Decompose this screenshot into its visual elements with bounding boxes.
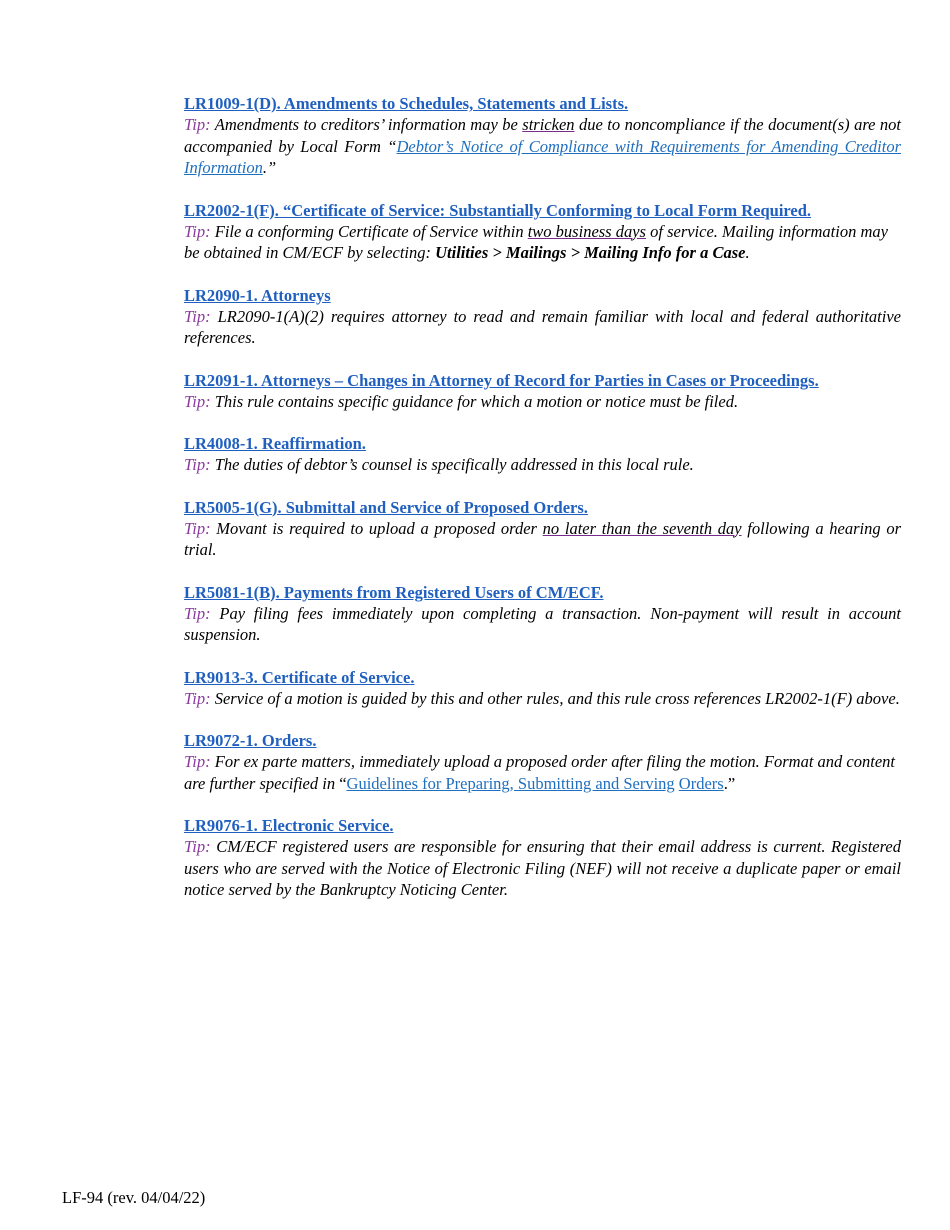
rule-title-link[interactable]: LR2002-1(F). “Certificate of Service: Substantially Conforming to Local Form Required.	[184, 200, 812, 220]
tip-label: Tip:	[184, 603, 211, 623]
tip-label: Tip:	[184, 752, 211, 771]
rule-lr5081	[184, 582, 901, 646]
tip-text: Tip: LR2090-1(A)(2) requires attorney to read and remain familiar with local and federal authoritative references.	[184, 306, 901, 347]
tip-text: Tip: Pay filing fees immediately upon completing a transaction. Non-payment will result in account suspension.	[184, 603, 901, 644]
rule-lr9013	[184, 667, 901, 710]
rule-title-link[interactable]: LR9013-3. Certificate of Service.	[184, 667, 415, 687]
form-link[interactable]: Debtor’s Notice of Compliance with Requirements for Amending Creditor Information	[184, 136, 901, 177]
rule-title-link[interactable]: LR1009-1(D). Amendments to Schedules, Statements and Lists.	[184, 94, 629, 113]
emphasis-underline: no later than the seventh day	[542, 518, 742, 538]
rule-lr5005	[184, 497, 901, 561]
rule-title-link[interactable]: LR2091-1. Attorneys – Changes in Attorney of Record for Parties in Cases or Proceedings.	[184, 370, 819, 390]
tip-text: Tip: Service of a motion is guided by this and other rules, and this rule cross references LR2002-1(F) above.	[184, 688, 900, 708]
rule-lr9072	[184, 730, 901, 794]
rule-lr2002	[184, 200, 901, 264]
rule-lr2090	[184, 285, 901, 349]
tip-label: Tip:	[184, 115, 211, 134]
rule-lr4008	[184, 433, 901, 476]
rule-lr1009	[184, 93, 901, 179]
tip-label: Tip:	[184, 306, 211, 326]
emphasis-underline: stricken	[522, 115, 575, 134]
rule-title-link[interactable]: LR9072-1. Orders.	[184, 731, 317, 750]
tip-text: Tip: For ex parte matters, immediately upload a proposed order after filing the motion. Format and content are further specified in “Guidelines for Preparing, Submitting and Serving Orders.”	[184, 752, 895, 793]
rule-title-link[interactable]: LR5081-1(B). Payments from Registered Users of CM/ECF.	[184, 582, 604, 602]
tip-label: Tip:	[184, 391, 211, 411]
rule-title-link[interactable]: LR5005-1(G). Submittal and Service of Proposed Orders.	[184, 497, 588, 517]
tip-label: Tip:	[184, 221, 211, 241]
rule-title-link[interactable]: LR9076-1. Electronic Service.	[184, 816, 394, 835]
emphasis-underline: two business days	[527, 221, 646, 241]
menu-path: Utilities > Mailings > Mailing Info for a Case	[435, 243, 746, 262]
tip-text: Tip: The duties of debtor’s counsel is specifically addressed in this local rule.	[184, 455, 694, 474]
rule-title-link[interactable]: LR4008-1. Reaffirmation.	[184, 434, 366, 453]
tip-label: Tip:	[184, 837, 211, 856]
rules-list	[184, 93, 901, 922]
tip-label: Tip:	[184, 455, 211, 474]
orders-link[interactable]: Orders	[678, 773, 724, 793]
tip-text: Tip: CM/ECF registered users are responsible for ensuring that their email address is current. Registered users who are served with the Notice of Electronic Filing (NEF) will not receive a duplicate paper or email notice served by the Bankruptcy Noticing Center.	[184, 837, 901, 899]
tip-label: Tip:	[184, 688, 211, 708]
tip-text: Tip: File a conforming Certificate of Service within two business days of service. Mailing information may be obtained in CM/ECF by selecting: Utilities > Mailings > Mailing Info for a Case.	[184, 221, 888, 262]
tip-text: Tip: Movant is required to upload a proposed order no later than the seventh day following a hearing or trial.	[184, 518, 901, 559]
tip-label: Tip:	[184, 518, 211, 538]
guidelines-link[interactable]: Guidelines for Preparing, Submitting and Serving	[346, 773, 675, 793]
form-footer: LF-94 (rev. 04/04/22)	[62, 1188, 206, 1207]
rule-lr2091	[184, 370, 901, 413]
rule-title-link[interactable]: LR2090-1. Attorneys	[184, 285, 331, 305]
tip-text: Tip: This rule contains specific guidance for which a motion or notice must be filed.	[184, 391, 739, 411]
rule-lr9076	[184, 815, 901, 901]
tip-text: Tip: Amendments to creditors’ information may be stricken due to noncompliance if the document(s) are not accompanied by Local Form “Debtor’s Notice of Compliance with Requirements for Amending Creditor Information.”	[184, 115, 902, 177]
